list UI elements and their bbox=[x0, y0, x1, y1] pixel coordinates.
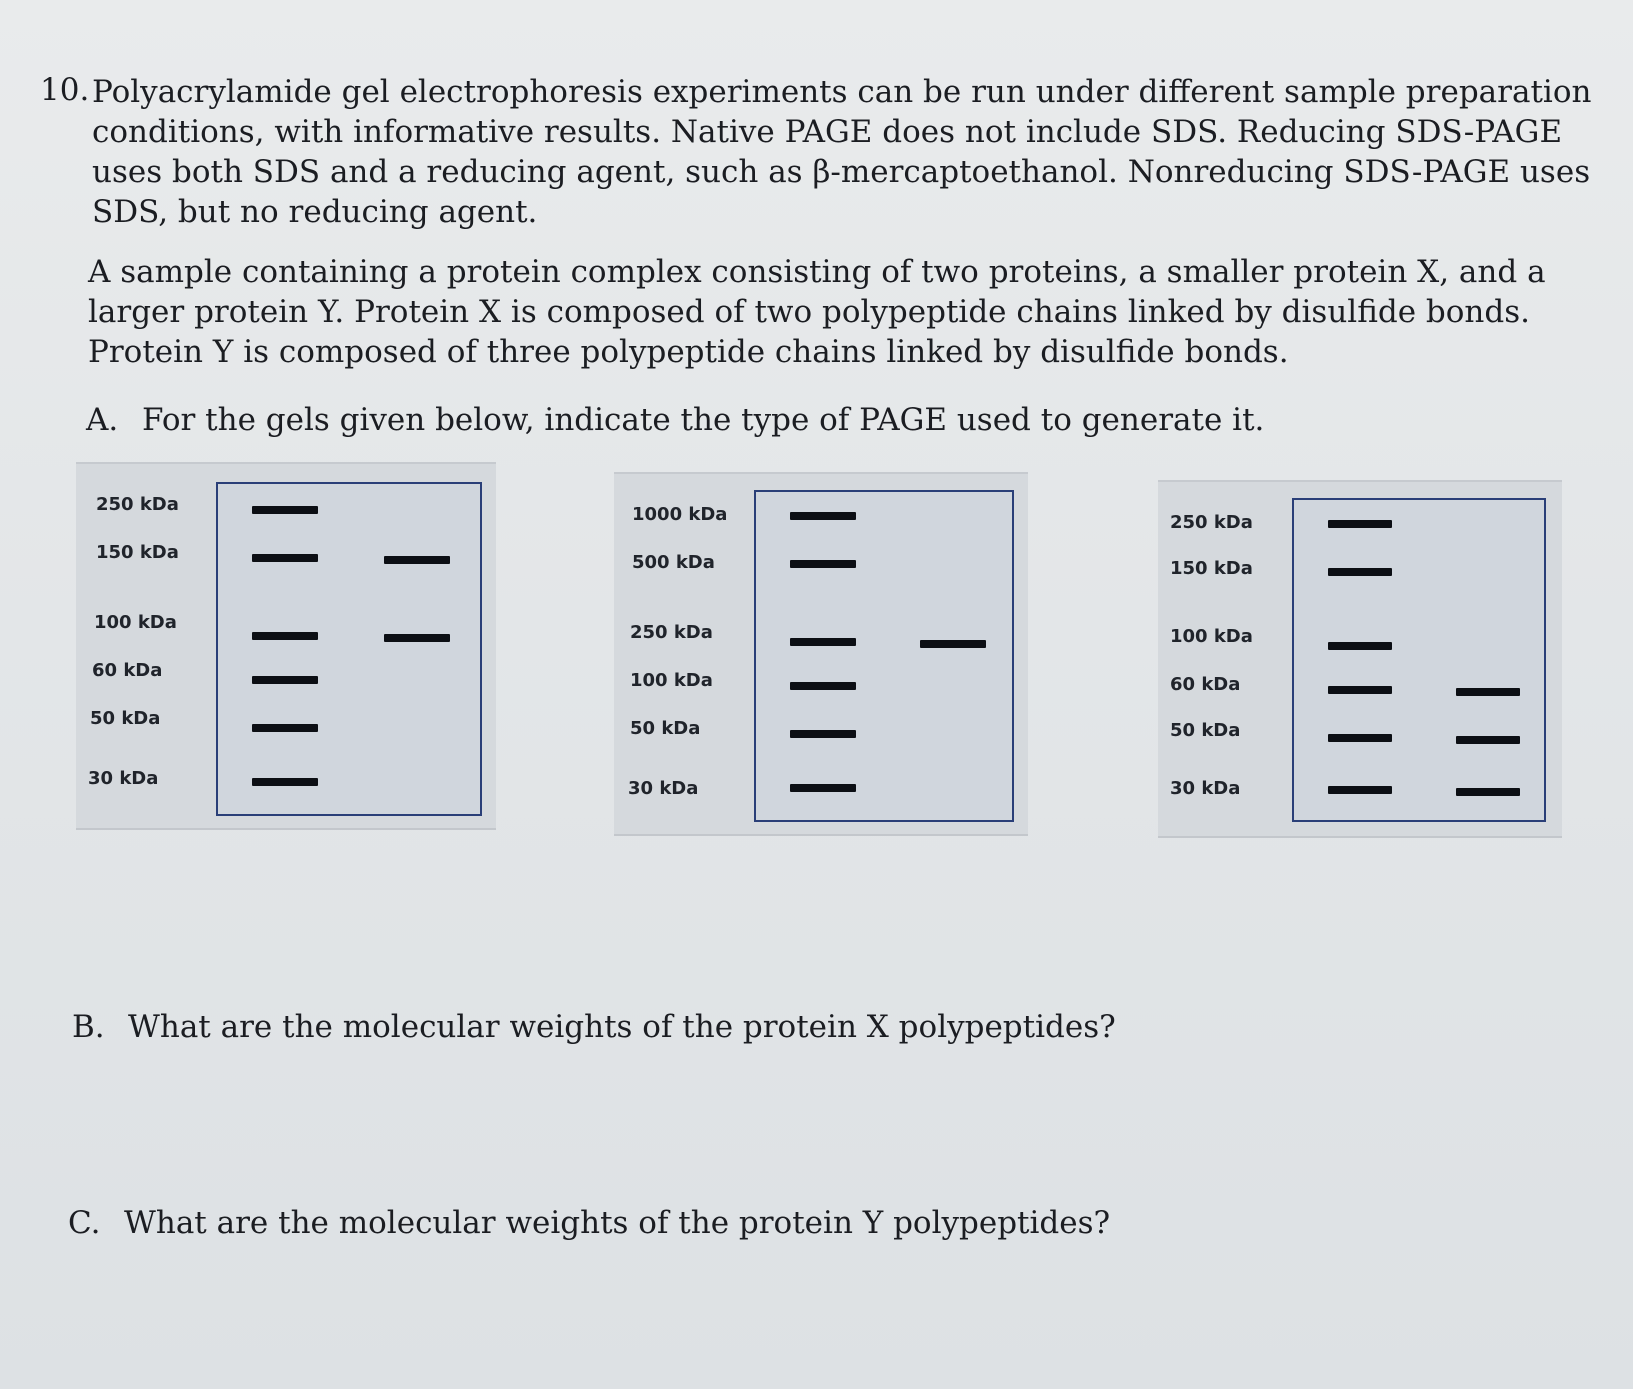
gel-3-lane-1-band-100 bbox=[1328, 642, 1392, 650]
part-c bbox=[68, 1203, 1110, 1243]
gel-2-box bbox=[754, 490, 1014, 822]
gel-1-lane-1-band-150 bbox=[252, 554, 318, 562]
gel-3-lane-1-band-50 bbox=[1328, 734, 1392, 742]
gel-2-lane-1-band-500 bbox=[790, 560, 856, 568]
gel-2-marker-50: 50 kDa bbox=[630, 718, 701, 739]
gel-1-lane-2-band-150 bbox=[384, 556, 450, 564]
part-a-letter: A. bbox=[86, 402, 119, 438]
gel-1-box bbox=[216, 482, 482, 816]
gel-3-lane-1-band-150 bbox=[1328, 568, 1392, 576]
gel-3-marker-150: 150 kDa bbox=[1170, 558, 1253, 579]
gel-1-marker-150: 150 kDa bbox=[96, 542, 179, 563]
gel-3-panel bbox=[1158, 480, 1562, 838]
gel-2-marker-250: 250 kDa bbox=[630, 622, 713, 643]
gel-2-lane-1-band-1000 bbox=[790, 512, 856, 520]
gel-3-lane-1-band-60 bbox=[1328, 686, 1392, 694]
gel-1-lane-2-band-100 bbox=[384, 634, 450, 642]
gel-1-lane-1-band-250 bbox=[252, 506, 318, 514]
gel-2-marker-1000: 1000 kDa bbox=[632, 504, 728, 525]
gel-2-marker-100: 100 kDa bbox=[630, 670, 713, 691]
part-b-text: What are the molecular weights of the protein X polypeptides? bbox=[128, 1009, 1116, 1045]
gel-3-marker-50: 50 kDa bbox=[1170, 720, 1241, 741]
question-intro: Polyacrylamide gel electrophoresis experiments can be run under different sample preparation conditions, with informative results. Native PAGE does not include SDS. Reducing SDS-PAGE uses both SDS and a reducing agent, such as β-mercaptoethanol. Nonreducing SDS-PAGE uses SDS, but no reducing agent. bbox=[92, 74, 1592, 230]
gel-3-lane-2-band-30 bbox=[1456, 788, 1520, 796]
gel-2-lane-1-band-50 bbox=[790, 730, 856, 738]
gel-3-marker-100: 100 kDa bbox=[1170, 626, 1253, 647]
question-scenario: A sample containing a protein complex consisting of two proteins, a smaller protein X, and a larger protein Y. Protein X is composed of two polypeptide chains linked by disulfide bonds. Protein Y is composed of three polypeptide chains linked by disulfide bonds. bbox=[88, 254, 1546, 370]
part-c-text: What are the molecular weights of the protein Y polypeptides? bbox=[124, 1205, 1111, 1241]
gel-3-lane-2-band-50 bbox=[1456, 736, 1520, 744]
gel-2-marker-30: 30 kDa bbox=[628, 778, 699, 799]
gel-1-marker-100: 100 kDa bbox=[94, 612, 177, 633]
gel-1-lane-1-band-100 bbox=[252, 632, 318, 640]
part-c-letter: C. bbox=[68, 1205, 101, 1241]
gel-1-lane-1-band-50 bbox=[252, 724, 318, 732]
gel-2-panel bbox=[614, 472, 1028, 836]
gel-1-lane-1-band-30 bbox=[252, 778, 318, 786]
gel-2-lane-2-band-250 bbox=[920, 640, 986, 648]
part-a bbox=[86, 400, 1264, 440]
part-a-text: For the gels given below, indicate the type of PAGE used to generate it. bbox=[142, 402, 1265, 438]
gel-1-marker-30: 30 kDa bbox=[88, 768, 159, 789]
gel-3-box bbox=[1292, 498, 1546, 822]
gel-1-marker-50: 50 kDa bbox=[90, 708, 161, 729]
gel-2-lane-1-band-100 bbox=[790, 682, 856, 690]
gel-1-marker-250: 250 kDa bbox=[96, 494, 179, 515]
gel-3-marker-250: 250 kDa bbox=[1170, 512, 1253, 533]
part-b-letter: B. bbox=[72, 1009, 105, 1045]
question-number: 10. bbox=[40, 72, 90, 108]
gel-1-lane-1-band-60 bbox=[252, 676, 318, 684]
gel-3-marker-60: 60 kDa bbox=[1170, 674, 1241, 695]
gel-1-marker-60: 60 kDa bbox=[92, 660, 163, 681]
gel-3-lane-1-band-250 bbox=[1328, 520, 1392, 528]
gel-3-lane-2-band-60 bbox=[1456, 688, 1520, 696]
part-b bbox=[72, 1007, 1116, 1047]
gel-1-panel bbox=[76, 462, 496, 830]
gel-2-lane-1-band-30 bbox=[790, 784, 856, 792]
gel-3-lane-1-band-30 bbox=[1328, 786, 1392, 794]
gel-2-marker-500: 500 kDa bbox=[632, 552, 715, 573]
gel-2-lane-1-band-250 bbox=[790, 638, 856, 646]
gel-3-marker-30: 30 kDa bbox=[1170, 778, 1241, 799]
